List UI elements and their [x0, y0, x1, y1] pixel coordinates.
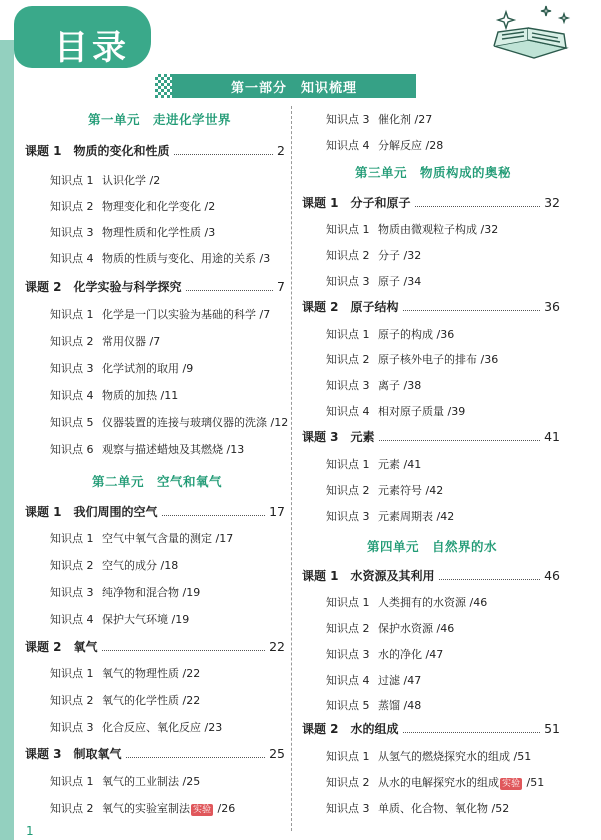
leader-dots: [186, 289, 274, 291]
point-text: 化学试剂的取用 /9: [102, 362, 194, 375]
point-text: 元素符号 /42: [378, 484, 444, 497]
point-text: 氧气的化学性质 /22: [102, 694, 201, 707]
point-text: 观察与描述蜡烛及其燃烧 /13: [102, 443, 245, 456]
lesson-row[interactable]: [302, 720, 560, 737]
point-text: 单质、化合物、氧化物 /52: [378, 802, 510, 815]
point-text: 纯净物和混合物 /19: [102, 586, 201, 599]
lesson-page: 17: [269, 504, 285, 519]
point-text: 从水的电解探究水的组成: [378, 776, 499, 789]
leader-dots: [126, 756, 266, 758]
knowledge-point[interactable]: [50, 665, 200, 681]
knowledge-point[interactable]: [50, 250, 270, 266]
lesson-page: 51: [544, 721, 560, 736]
point-page: /26: [214, 802, 236, 815]
unit-heading: 第二单元 空气和氧气: [92, 474, 223, 489]
lesson-title: 课题 1 分子和原子: [302, 196, 411, 210]
knowledge-point[interactable]: [326, 800, 509, 816]
page-number: 1: [26, 824, 34, 838]
knowledge-point[interactable]: [326, 748, 531, 764]
lesson-title: 课题 1 水资源及其利用: [302, 569, 435, 583]
knowledge-point[interactable]: [326, 326, 454, 342]
point-text: 催化剂 /27: [378, 113, 433, 126]
lesson-page: 32: [544, 195, 560, 210]
point-label: 知识点 3: [326, 113, 370, 126]
point-text: 物质由微观粒子构成 /32: [378, 223, 499, 236]
point-text: 物质的加热 /11: [102, 389, 179, 402]
point-label: 知识点 4: [326, 139, 370, 152]
banner-decoration: [155, 74, 172, 98]
knowledge-point[interactable]: [50, 584, 200, 600]
point-text: 氧气的工业制法 /25: [102, 775, 201, 788]
knowledge-point[interactable]: [50, 198, 215, 214]
point-text: 物质的性质与变化、用途的关系 /3: [102, 252, 271, 265]
knowledge-point[interactable]: [50, 557, 178, 573]
lesson-page: 46: [544, 568, 560, 583]
knowledge-point[interactable]: [50, 800, 235, 816]
point-text: 原子核外电子的排布 /36: [378, 353, 499, 366]
lesson-title: 课题 3 元素: [302, 430, 375, 444]
lesson-page: 36: [544, 299, 560, 314]
point-label: 知识点 5: [326, 699, 370, 712]
knowledge-point[interactable]: [326, 273, 421, 289]
point-label: 知识点 1: [50, 308, 94, 321]
page-title: 目录: [54, 28, 130, 68]
point-label: 知识点 1: [326, 750, 370, 763]
point-text: 认识化学 /2: [102, 174, 161, 187]
point-text: 空气的成分 /18: [102, 559, 179, 572]
section-banner: 第一部分 知识梳理: [172, 74, 416, 98]
knowledge-point[interactable]: [50, 773, 200, 789]
point-text: 分解反应 /28: [378, 139, 444, 152]
lesson-page: 25: [269, 746, 285, 761]
point-label: 知识点 3: [326, 275, 370, 288]
point-label: 知识点 4: [326, 674, 370, 687]
point-label: 知识点 2: [50, 802, 94, 815]
lesson-row[interactable]: [302, 194, 560, 211]
lesson-row[interactable]: [25, 638, 285, 655]
point-label: 知识点 3: [326, 648, 370, 661]
point-text: 仪器装置的连接与玻璃仪器的洗涤 /12: [102, 416, 289, 429]
lesson-row[interactable]: [25, 745, 285, 762]
point-label: 知识点 4: [326, 405, 370, 418]
leader-dots: [415, 205, 541, 207]
experiment-tag: 实验: [193, 805, 212, 815]
experiment-tag: 实验: [502, 779, 521, 789]
point-text: 氧气的实验室制法: [102, 802, 190, 815]
point-label: 知识点 6: [50, 443, 94, 456]
point-text: 元素 /41: [378, 458, 422, 471]
point-label: 知识点 3: [326, 802, 370, 815]
point-text: 物理性质和化学性质 /3: [102, 226, 216, 239]
leader-dots: [102, 649, 266, 651]
point-text: 元素周期表 /42: [378, 510, 455, 523]
point-label: 知识点 3: [326, 510, 370, 523]
lesson-title: 课题 1 我们周围的空气: [25, 505, 158, 519]
knowledge-point[interactable]: [326, 646, 443, 662]
leader-dots: [403, 731, 541, 733]
left-edge-stripe: [0, 40, 14, 840]
lesson-row[interactable]: [25, 278, 285, 295]
point-label: 知识点 2: [50, 200, 94, 213]
point-text: 氧气的物理性质 /22: [102, 667, 201, 680]
lesson-page: 41: [544, 429, 560, 444]
point-label: 知识点 3: [50, 362, 94, 375]
lesson-row[interactable]: [302, 298, 560, 315]
lesson-title: 课题 2 水的组成: [302, 722, 399, 736]
point-text: 化学是一门以实验为基础的科学 /7: [102, 308, 271, 321]
point-text: 从氢气的燃烧探究水的组成 /51: [378, 750, 532, 763]
knowledge-point[interactable]: [326, 508, 454, 524]
point-label: 知识点 1: [50, 174, 94, 187]
point-text: 原子 /34: [378, 275, 422, 288]
knowledge-point[interactable]: [326, 774, 544, 790]
knowledge-point[interactable]: [326, 620, 454, 636]
knowledge-point[interactable]: [50, 692, 200, 708]
point-label: 知识点 2: [326, 484, 370, 497]
point-text: 蒸馏 /48: [378, 699, 422, 712]
point-label: 知识点 3: [50, 586, 94, 599]
knowledge-point[interactable]: [326, 137, 443, 153]
point-label: 知识点 2: [326, 249, 370, 262]
knowledge-point[interactable]: [50, 333, 160, 349]
point-label: 知识点 3: [326, 379, 370, 392]
point-text: 水的净化 /47: [378, 648, 444, 661]
point-label: 知识点 2: [326, 776, 370, 789]
lesson-row[interactable]: [25, 503, 285, 520]
header-tab: [14, 6, 151, 68]
lesson-title: 课题 2 氧气: [25, 640, 98, 654]
point-label: 知识点 4: [50, 389, 94, 402]
knowledge-point[interactable]: [50, 611, 189, 627]
lesson-title: 课题 2 化学实验与科学探究: [25, 280, 182, 294]
point-label: 知识点 1: [326, 328, 370, 341]
lesson-page: 7: [277, 279, 285, 294]
point-text: 保护大气环境 /19: [102, 613, 190, 626]
point-label: 知识点 1: [50, 775, 94, 788]
knowledge-point[interactable]: [326, 111, 432, 127]
knowledge-point[interactable]: [50, 414, 288, 430]
lesson-title: 课题 1 物质的变化和性质: [25, 144, 170, 158]
knowledge-point[interactable]: [326, 221, 498, 237]
point-text: 空气中氧气含量的测定 /17: [102, 532, 234, 545]
leader-dots: [439, 578, 541, 580]
knowledge-point[interactable]: [50, 224, 215, 240]
knowledge-point[interactable]: [326, 247, 421, 263]
leader-dots: [379, 439, 541, 441]
unit-heading: 第四单元 自然界的水: [367, 539, 498, 554]
point-label: 知识点 2: [50, 335, 94, 348]
point-text: 物理变化和化学变化 /2: [102, 200, 216, 213]
point-text: 过滤 /47: [378, 674, 422, 687]
point-label: 知识点 4: [50, 252, 94, 265]
knowledge-point[interactable]: [326, 697, 421, 713]
point-text: 常用仪器 /7: [102, 335, 161, 348]
point-label: 知识点 1: [326, 596, 370, 609]
point-label: 知识点 2: [326, 353, 370, 366]
point-text: 相对原子质量 /39: [378, 405, 466, 418]
lesson-row[interactable]: [302, 428, 560, 445]
point-label: 知识点 2: [326, 622, 370, 635]
point-label: 知识点 2: [50, 694, 94, 707]
knowledge-point[interactable]: [326, 594, 487, 610]
point-label: 知识点 3: [50, 721, 94, 734]
point-text: 化合反应、氧化反应 /23: [102, 721, 223, 734]
knowledge-point[interactable]: [50, 172, 160, 188]
point-label: 知识点 2: [50, 559, 94, 572]
point-label: 知识点 1: [326, 458, 370, 471]
point-label: 知识点 1: [50, 532, 94, 545]
knowledge-point[interactable]: [326, 672, 421, 688]
knowledge-point[interactable]: [326, 351, 498, 367]
knowledge-point[interactable]: [50, 530, 233, 546]
leader-dots: [174, 153, 274, 155]
point-label: 知识点 4: [50, 613, 94, 626]
unit-heading: 第一单元 走进化学世界: [88, 112, 232, 127]
book-icon: [476, 2, 586, 70]
knowledge-point[interactable]: [50, 719, 222, 735]
column-divider: [291, 106, 293, 831]
point-label: 知识点 1: [50, 667, 94, 680]
lesson-title: 课题 3 制取氧气: [25, 747, 122, 761]
knowledge-point[interactable]: [326, 403, 465, 419]
knowledge-point[interactable]: [50, 387, 178, 403]
point-label: 知识点 3: [50, 226, 94, 239]
unit-heading: 第三单元 物质构成的奥秘: [355, 165, 512, 180]
knowledge-point[interactable]: [50, 306, 270, 322]
point-text: 保护水资源 /46: [378, 622, 455, 635]
knowledge-point[interactable]: [50, 441, 244, 457]
knowledge-point[interactable]: [50, 360, 193, 376]
point-label: 知识点 1: [326, 223, 370, 236]
point-text: 人类拥有的水资源 /46: [378, 596, 488, 609]
lesson-row[interactable]: [302, 567, 560, 584]
point-text: 原子的构成 /36: [378, 328, 455, 341]
knowledge-point[interactable]: [326, 456, 421, 472]
knowledge-point[interactable]: [326, 482, 443, 498]
lesson-page: 22: [269, 639, 285, 654]
lesson-page: 2: [277, 143, 285, 158]
point-text: 离子 /38: [378, 379, 422, 392]
leader-dots: [403, 309, 541, 311]
lesson-title: 课题 2 原子结构: [302, 300, 399, 314]
lesson-row[interactable]: [25, 142, 285, 159]
point-page: /51: [523, 776, 545, 789]
leader-dots: [162, 514, 266, 516]
point-label: 知识点 5: [50, 416, 94, 429]
point-text: 分子 /32: [378, 249, 422, 262]
knowledge-point[interactable]: [326, 377, 421, 393]
